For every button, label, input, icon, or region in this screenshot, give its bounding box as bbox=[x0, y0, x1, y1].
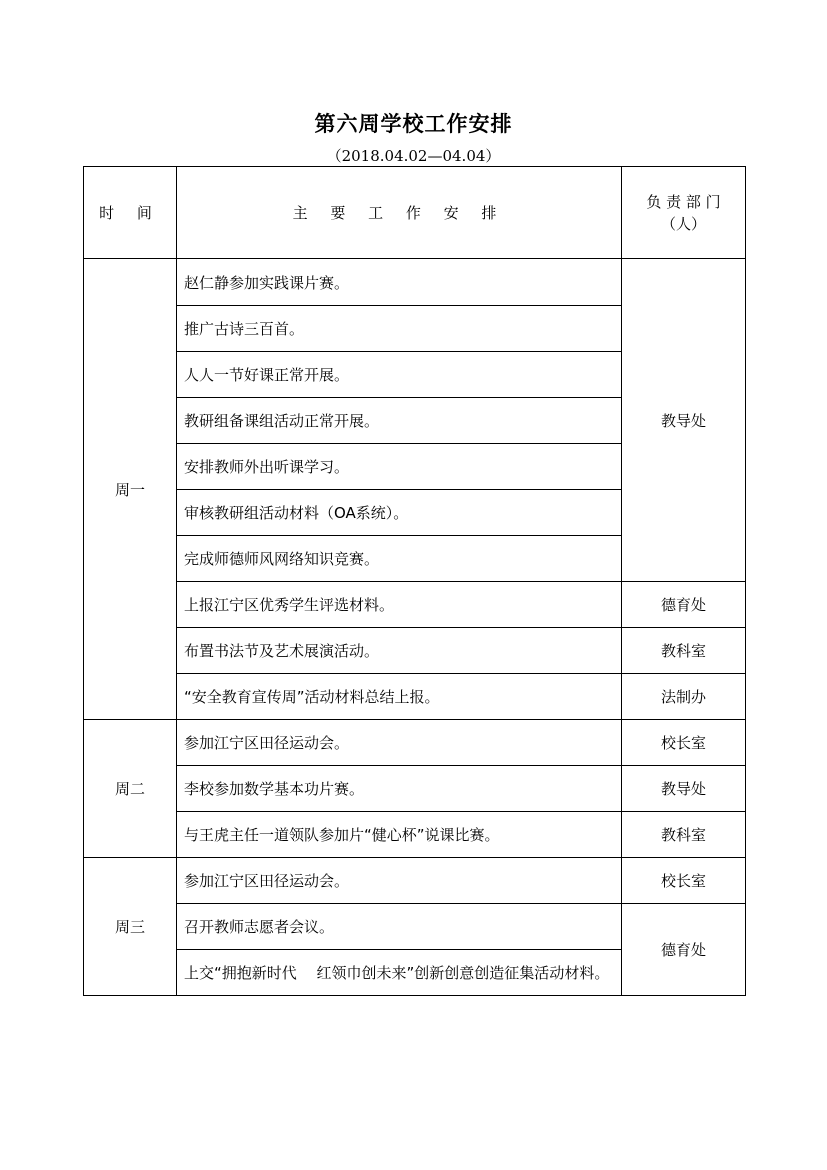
day-wednesday: 周三 bbox=[84, 858, 177, 996]
header-dept-line1: 负 责 部 门 bbox=[646, 192, 721, 211]
table-row bbox=[84, 628, 746, 674]
dept-cell: 德育处 bbox=[622, 582, 746, 628]
task-item: 人人一节好课正常开展。 bbox=[177, 352, 622, 398]
table-row bbox=[84, 766, 746, 812]
dept-cell: 教导处 bbox=[622, 259, 746, 582]
task-item: 召开教师志愿者会议。 bbox=[177, 904, 622, 950]
table-row bbox=[84, 812, 746, 858]
task-item: 参加江宁区田径运动会。 bbox=[177, 720, 622, 766]
day-monday: 周一 bbox=[84, 259, 177, 720]
dept-cell: 教科室 bbox=[622, 628, 746, 674]
dept-cell: 德育处 bbox=[622, 904, 746, 996]
task-item: 教研组备课组活动正常开展。 bbox=[177, 398, 622, 444]
dept-cell: 法制办 bbox=[622, 674, 746, 720]
task-item: 推广古诗三百首。 bbox=[177, 306, 622, 352]
table-row bbox=[84, 904, 746, 950]
header-time: 时 间 bbox=[84, 167, 177, 259]
table-row bbox=[84, 858, 746, 904]
task-item: 上报江宁区优秀学生评选材料。 bbox=[177, 582, 622, 628]
task-item: 李校参加数学基本功片赛。 bbox=[177, 766, 622, 812]
table-row bbox=[84, 720, 746, 766]
date-range: （2018.04.02—04.04） bbox=[326, 147, 501, 165]
task-item: 安排教师外出听课学习。 bbox=[177, 444, 622, 490]
task-item: 赵仁静参加实践课片赛。 bbox=[177, 259, 622, 306]
dept-cell: 校长室 bbox=[622, 720, 746, 766]
header-row bbox=[84, 167, 746, 259]
header-work: 主 要 工 作 安 排 bbox=[177, 167, 622, 259]
day-tuesday: 周二 bbox=[84, 720, 177, 858]
task-item: 完成师德师风网络知识竞赛。 bbox=[177, 536, 622, 582]
dept-cell: 校长室 bbox=[622, 858, 746, 904]
task-item: “安全教育宣传周”活动材料总结上报。 bbox=[177, 674, 622, 720]
header-dept-line2: （人） bbox=[660, 214, 706, 233]
task-item: 布置书法节及艺术展演活动。 bbox=[177, 628, 622, 674]
dept-cell: 教导处 bbox=[622, 766, 746, 812]
header-dept bbox=[622, 167, 746, 259]
task-item: 审核教研组活动材料（OA系统）。 bbox=[177, 490, 622, 536]
task-item: 上交“拥抱新时代 红领巾创未来”创新创意创造征集活动材料。 bbox=[177, 950, 622, 996]
table-row bbox=[84, 582, 746, 628]
table-row bbox=[84, 674, 746, 720]
page-title: 第六周学校工作安排 bbox=[314, 111, 513, 136]
table-row bbox=[84, 259, 746, 306]
task-item: 参加江宁区田径运动会。 bbox=[177, 858, 622, 904]
task-item: 与王虎主任一道领队参加片“健心杯”说课比赛。 bbox=[177, 812, 622, 858]
dept-cell: 教科室 bbox=[622, 812, 746, 858]
schedule-table bbox=[83, 166, 746, 996]
